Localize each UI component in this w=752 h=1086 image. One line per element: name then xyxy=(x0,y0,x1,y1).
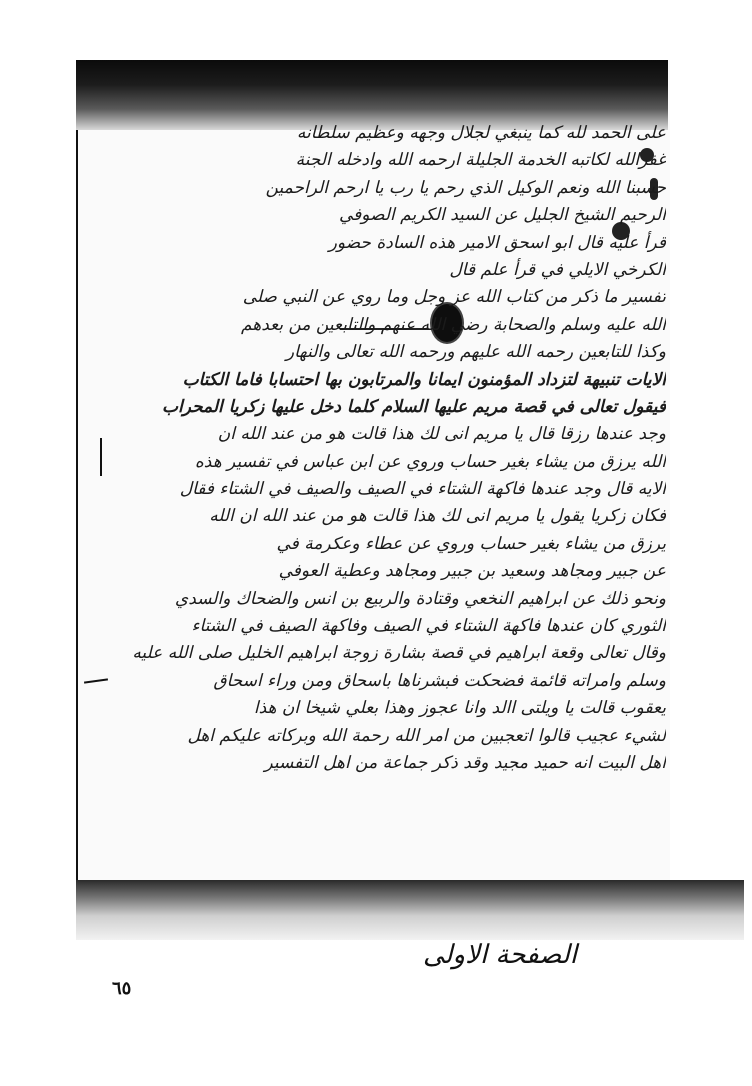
scan-dark-bottom-edge xyxy=(76,880,744,940)
manuscript-text-block xyxy=(96,120,666,777)
manuscript-line: حسبنا الله ونعم الوكيل الذي رحم يا رب يا ارحم الراحمين xyxy=(265,177,666,198)
manuscript-line: عن جبير ومجاهد وسعيد بن جبير ومجاهد وعطية العوفي xyxy=(278,561,666,582)
manuscript-line: غفرالله لكاتبه الخدمة الجليلة ارحمه الله وادخله الجنة xyxy=(295,150,666,171)
manuscript-line: تفسير ما ذكر من كتاب الله عز وجل وما روي عن النبي صلى xyxy=(242,287,666,308)
manuscript-line: الله عليه وسلم والصحابة رضي الله عنهم والتابعين من بعدهم xyxy=(240,314,666,335)
manuscript-line: فكان زكريا يقول يا مريم انى لك هذا قالت هو من عند الله ان الله xyxy=(209,506,666,527)
manuscript-line: وجد عندها رزقا قال يا مريم انى لك هذا قالت هو من عند الله ان xyxy=(217,424,666,445)
manuscript-line: يرزق من يشاء بغير حساب وروي عن عطاء وعكرمة في xyxy=(276,533,666,554)
manuscript-line: لشيء عجيب قالوا اتعجبين من امر الله رحمة الله وبركاته عليكم اهل xyxy=(187,725,666,746)
page-number: ٦٥ xyxy=(112,978,132,999)
manuscript-line: وكذا للتابعين رحمه الله عليهم ورحمه الله تعالى والنهار xyxy=(285,342,666,363)
manuscript-line: وسلم وامراته قائمة فضحكت فبشرناها باسحاق ومن وراء اسحاق xyxy=(213,670,666,691)
manuscript-line: فيقول تعالى في قصة مريم عليها السلام كلما دخل عليها زكريا المحراب xyxy=(161,396,666,417)
manuscript-line: الايات تنبيهة لتزداد المؤمنون ايمانا والمرتابون بها احتسابا فاما الكتاب xyxy=(182,369,666,390)
manuscript-line: وقال تعالى وقعة ابراهيم في قصة بشارة زوجة ابراهيم الخليل صلى الله عليه xyxy=(132,643,666,664)
manuscript-line: الثوري كان عندها فاكهة الشتاء في الصيف وفاكهة الصيف في الشتاء xyxy=(191,616,666,637)
manuscript-line: على الحمد لله كما ينبغي لجلال وجهه وعظيم سلطانه xyxy=(296,123,666,143)
page-caption: الصفحة الاولى xyxy=(422,940,578,970)
manuscript-line: الله يرزق من يشاء بغير حساب وروي عن ابن عباس في تفسير هذه xyxy=(194,451,666,472)
manuscript-line: يعقوب قالت يا ويلتى االد وانا عجوز وهذا بعلي شيخا ان هذا xyxy=(253,698,666,719)
manuscript-line: ونحو ذلك عن ابراهيم النخعي وقتادة والربيع بن انس والضحاك والسدي xyxy=(174,588,666,609)
manuscript-line: قرأ عليه قال ابو اسحق الامير هذه السادة حضور xyxy=(328,232,666,253)
manuscript-line: الايه قال وجد عندها فاكهة الشتاء في الصيف والصيف في الشتاء فقال xyxy=(179,479,666,500)
manuscript-line: الرحيم الشيخ الجليل عن السيد الكريم الصوفي xyxy=(339,205,666,226)
manuscript-line: الكرخي الايلي في قرأ علم قال xyxy=(449,259,666,280)
manuscript-line: اهل البيت انه حميد مجيد وقد ذكر جماعة من اهل التفسير xyxy=(264,752,666,773)
